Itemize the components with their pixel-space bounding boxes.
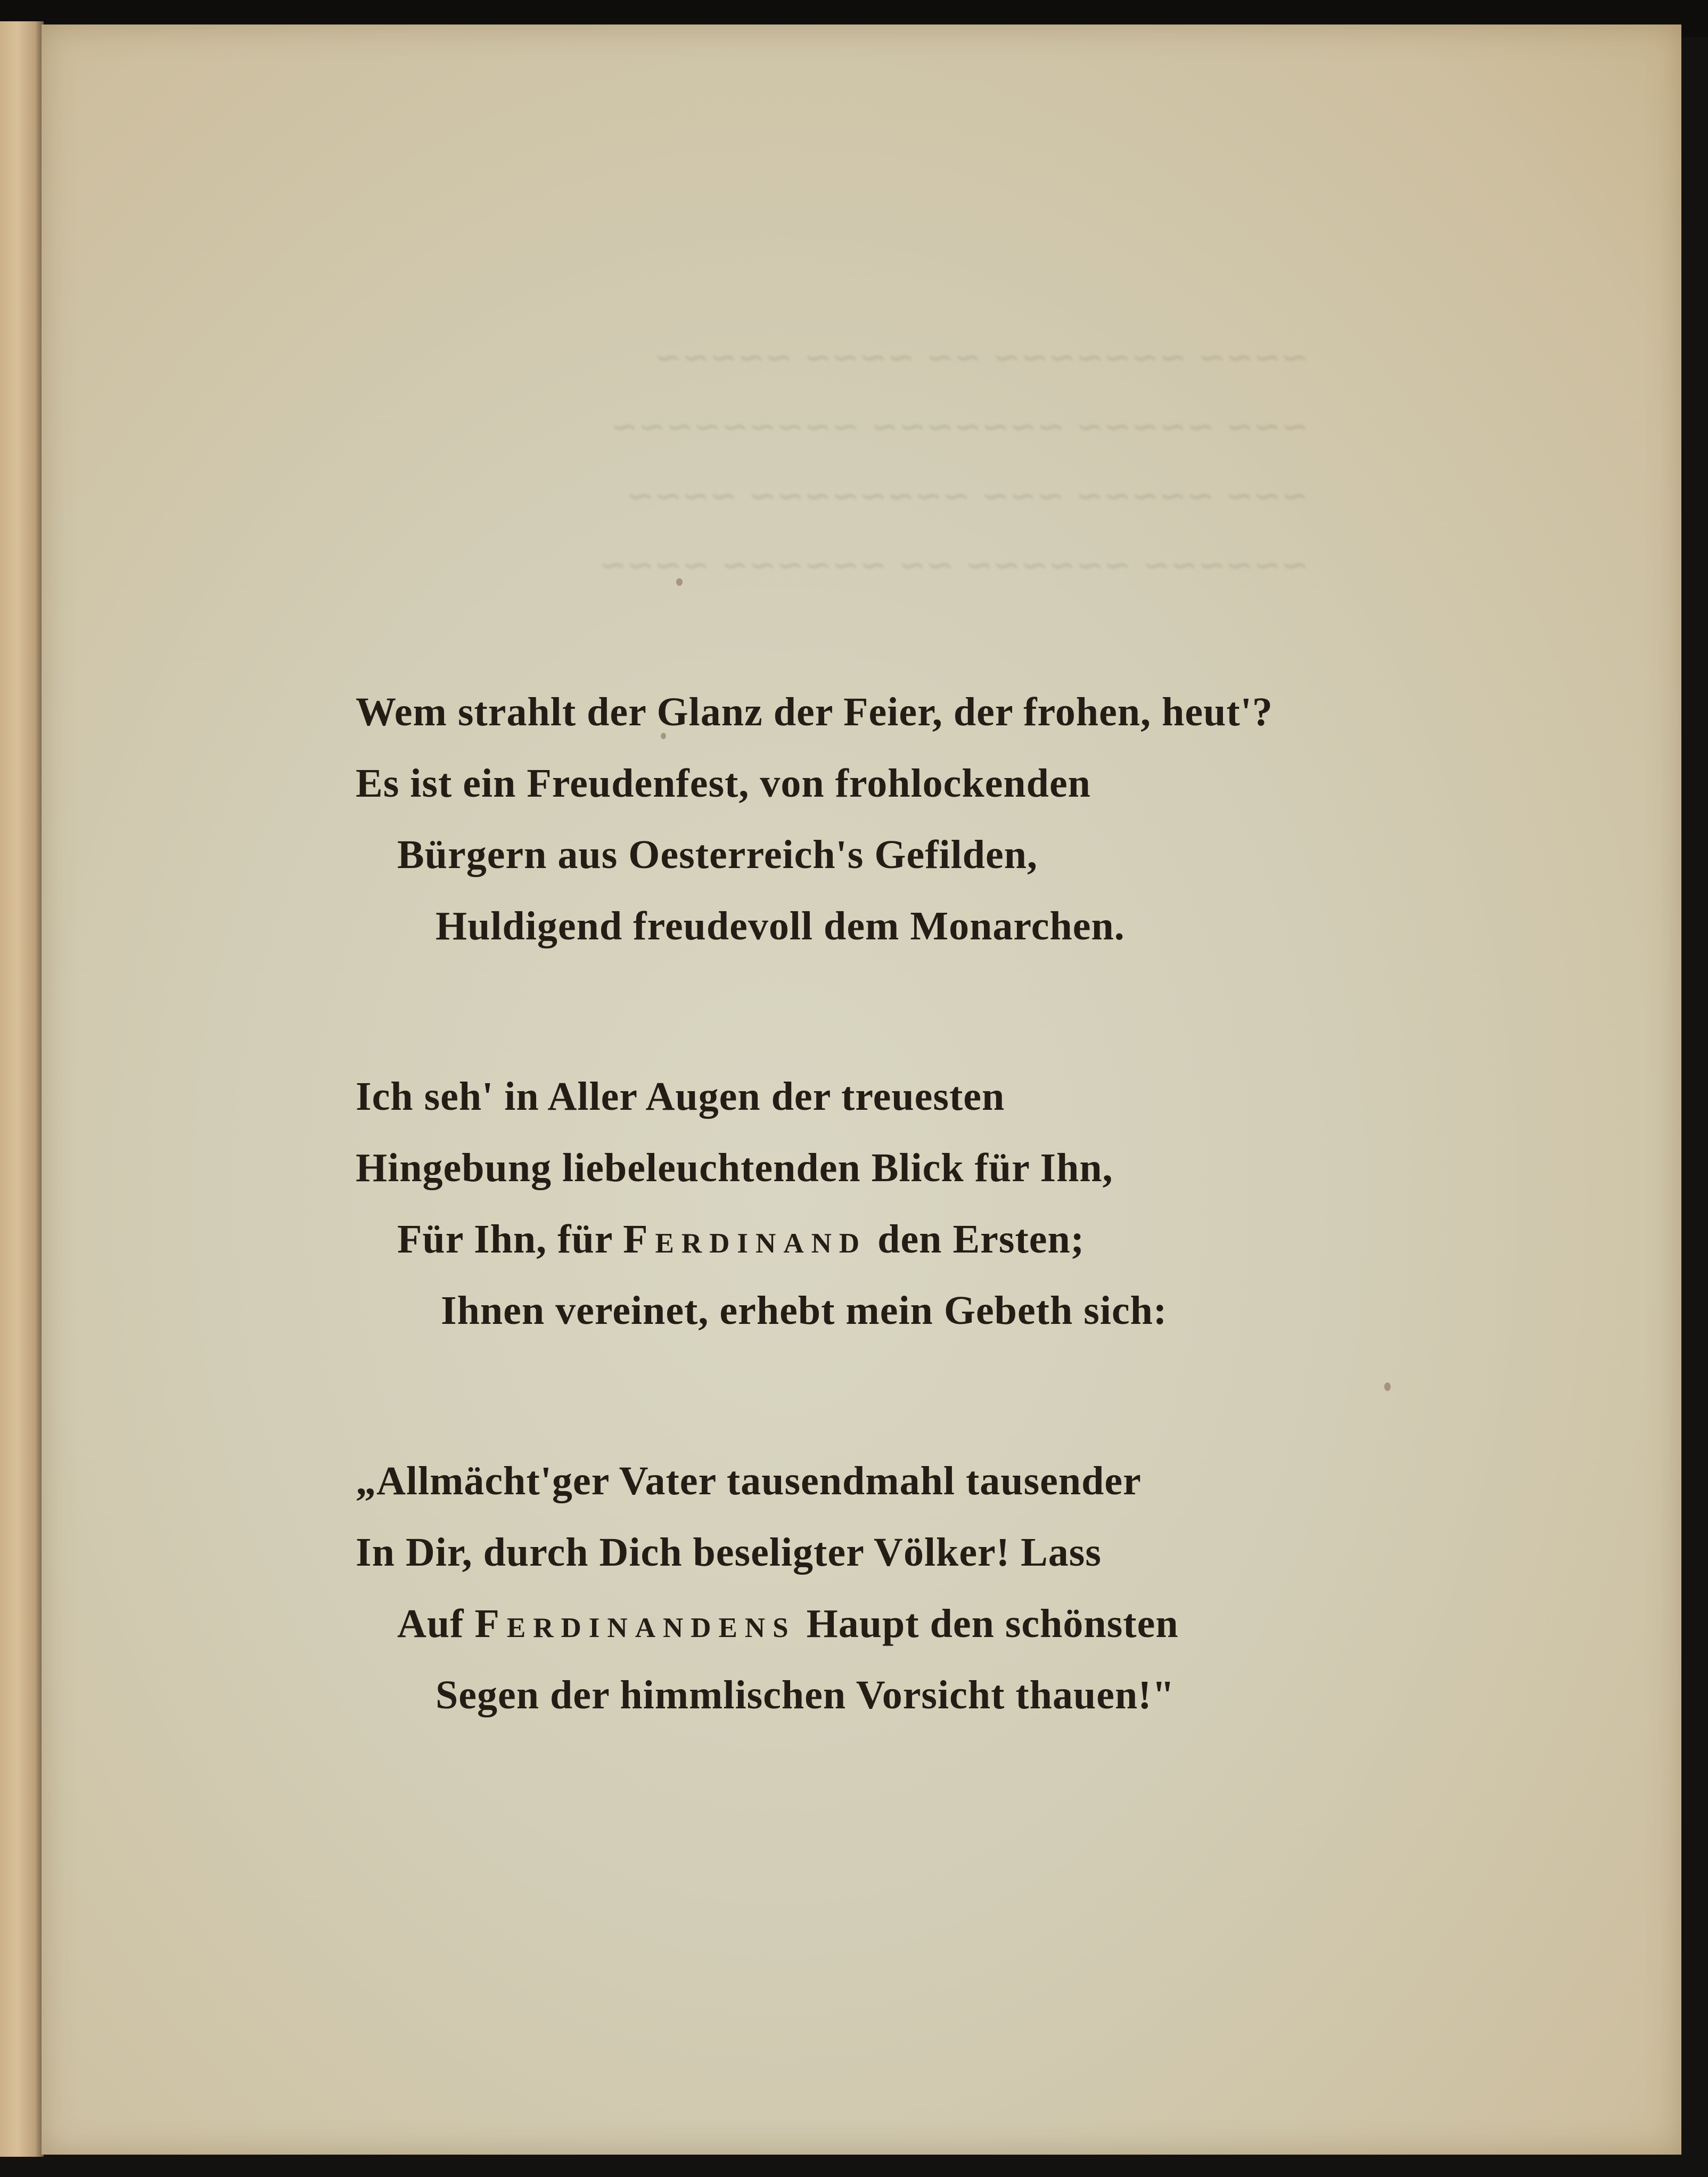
stanza-2	[356, 1061, 1420, 1346]
show-through-text: ~~~~ ~~~~~~~ ~~ ~~~~ ~~~~~ ~~~ ~~~~~ ~~~~~~~ ~~~~~~~~~ ~~~ ~~~~~ ~~~ ~~~~~~~~ ~~~~ ~~~~~~ ~~~~~~ ~~ ~~~~~~ ~~~~	[598, 338, 1309, 584]
verse-line: Bürgern aus Oesterreich's Gefilden,	[397, 832, 1038, 877]
verse-line: Es ist ein Freudenfest, von frohlockenden	[356, 761, 1091, 806]
verse-line: Ich seh' in Aller Augen der treuesten	[356, 1074, 1005, 1119]
verse-line: In Dir, durch Dich beseligter Völker! Lass	[356, 1530, 1102, 1575]
verse-line: Segen der himmlischen Vorsicht thauen!"	[436, 1673, 1175, 1717]
verse-line: Ihnen vereinet, erhebt mein Gebeth sich:	[441, 1288, 1168, 1333]
verse-line	[356, 1204, 1420, 1275]
stanza-3	[356, 1445, 1420, 1731]
verse-text: den Ersten;	[867, 1217, 1085, 1262]
verse-line: „Allmächt'ger Vater tausendmahl tausender	[356, 1459, 1142, 1503]
verse-text: Auf	[397, 1601, 475, 1646]
stanza-1	[356, 676, 1420, 962]
poem	[356, 676, 1420, 1830]
verse-line: Wem strahlt der Glanz der Feier, der frohen, heut'?	[356, 690, 1273, 734]
emperor-name: Ferdinandens	[474, 1601, 796, 1646]
paper-spot	[676, 578, 683, 586]
verse-line: Huldigend freudevoll dem Monarchen.	[436, 904, 1125, 948]
scan-binding-edge	[0, 21, 44, 2157]
emperor-name: Ferdinand	[623, 1217, 867, 1262]
verse-text: Haupt den schönsten	[795, 1601, 1179, 1646]
verse-text: Für Ihn, für	[397, 1217, 623, 1262]
verse-line: Hingebung liebeleuchtenden Blick für Ihn,	[356, 1145, 1113, 1190]
verse-line	[356, 1588, 1420, 1659]
